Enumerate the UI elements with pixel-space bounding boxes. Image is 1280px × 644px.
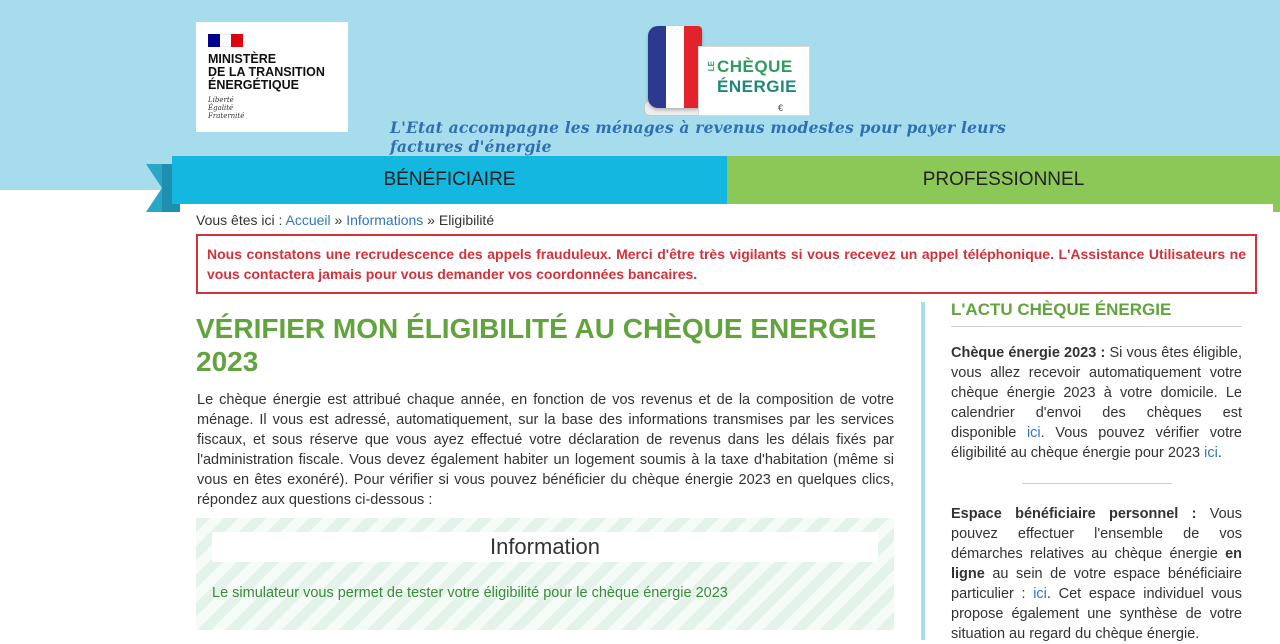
ministry-name-line: ÉNERGÉTIQUE — [208, 78, 299, 92]
news-item-text: Vous pouvez effectuer l'ensemble de vos démarches relatives au chèque énergie — [951, 506, 1242, 562]
ribbon-fold — [146, 164, 162, 212]
news-item-cheque-2023 — [951, 343, 1242, 463]
motto-line: Fraternité — [208, 112, 245, 120]
main-nav — [172, 156, 1280, 204]
breadcrumb-link-informations[interactable]: Informations — [346, 212, 424, 228]
motto-line: Liberté — [208, 96, 234, 104]
news-item-espace-beneficiaire — [951, 504, 1242, 644]
information-title: Information — [212, 532, 878, 562]
news-item-label: Espace bénéficiaire personnel : — [951, 506, 1197, 522]
breadcrumb-separator: » — [427, 212, 435, 228]
nav-edge — [1273, 204, 1280, 212]
news-item-text: . — [1217, 445, 1222, 461]
tab-professionnel[interactable]: PROFESSIONNEL — [727, 156, 1280, 204]
news-item-text: au sein de votre espace bénéficiaire particulier : — [951, 566, 1242, 602]
breadcrumb-prefix: Vous êtes ici : — [196, 212, 283, 228]
intro-paragraph: Le chèque énergie est attribué chaque année, en fonction de vos revenus et de la composition de votre ménage. Il vous est adressé, automatiquement, sur la base des informations transmises par les services fiscaux, et sous réserve que vous ayez effectué votre déclaration de revenus dans les délais fixés par l'administration fiscale. Vous devez également habiter un logement soumis à la taxe d'habitation (même si vous en êtes exonéré). Pour vérifier si vous pouvez bénéficier du chèque énergie 2023 en quelques clics, répondez aux questions ci-dessous : — [197, 392, 894, 508]
link-espace-ici[interactable]: ici — [1033, 586, 1047, 602]
logo-word-energie: ÉNERGIE — [717, 77, 798, 96]
breadcrumb-link-accueil[interactable]: Accueil — [285, 212, 331, 228]
tricolor-book-icon — [648, 26, 702, 108]
breadcrumb-current: Eligibilité — [438, 212, 495, 228]
news-item-text: . Vous pouvez vérifier votre éligibilité au chèque énergie pour 2023 — [951, 425, 1242, 461]
cheque-energie-logo[interactable] — [644, 22, 812, 118]
news-item-text: Si vous êtes éligible, vous allez recevoir automatiquement votre chèque énergie 2023 à votre domicile. Le calendrier d'envoi des chèques est disponible — [951, 345, 1243, 441]
french-flag-icon — [208, 34, 243, 47]
tab-beneficiaire[interactable]: BÉNÉFICIAIRE — [172, 156, 727, 204]
link-eligibilite-ici[interactable]: ici — [1204, 445, 1218, 461]
information-box — [196, 518, 894, 630]
breadcrumb — [196, 212, 494, 228]
logo-card — [698, 46, 810, 116]
news-item-label: Chèque énergie 2023 : — [951, 345, 1106, 361]
logo-le: LE — [707, 61, 716, 72]
motto-line: Égalité — [208, 104, 234, 112]
logo-word-cheque: CHÈQUE — [717, 57, 793, 76]
ministry-name-line: MINISTÈRE — [208, 52, 277, 66]
news-item-text: . Cet espace individuel vous propose également une synthèse de votre situation au regard du chèque énergie. — [951, 586, 1242, 642]
fraud-alert: Nous constatons une recrudescence des appels frauduleux. Merci d'être très vigilants si vous recevez un appel téléphonique. L'Assistance Utilisateurs ne vous contactera jamais pour vous demander vos coordonnées bancaires. — [196, 234, 1257, 294]
page-title: VÉRIFIER MON ÉLIGIBILITÉ AU CHÈQUE ENERGIE 2023 — [196, 313, 877, 377]
sidebar-divider — [921, 302, 925, 640]
news-item-emphasis: en ligne — [951, 546, 1242, 582]
sidebar-news — [951, 300, 1242, 644]
euro-icon: € — [777, 103, 783, 113]
breadcrumb-separator: » — [334, 212, 343, 228]
sidebar-separator — [1022, 483, 1172, 484]
tagline: L'Etat accompagne les ménages à revenus modestes pour payer leurs factures d'énergie — [390, 118, 1006, 156]
information-text: Le simulateur vous permet de tester votre éligibilité pour le chèque énergie 2023 — [212, 585, 728, 601]
sidebar-title: L'ACTU CHÈQUE ÉNERGIE — [951, 300, 1242, 327]
ministry-name-line: DE LA TRANSITION — [208, 65, 325, 79]
link-calendrier-ici[interactable]: ici — [1026, 425, 1041, 441]
ministry-logo[interactable] — [196, 22, 348, 132]
